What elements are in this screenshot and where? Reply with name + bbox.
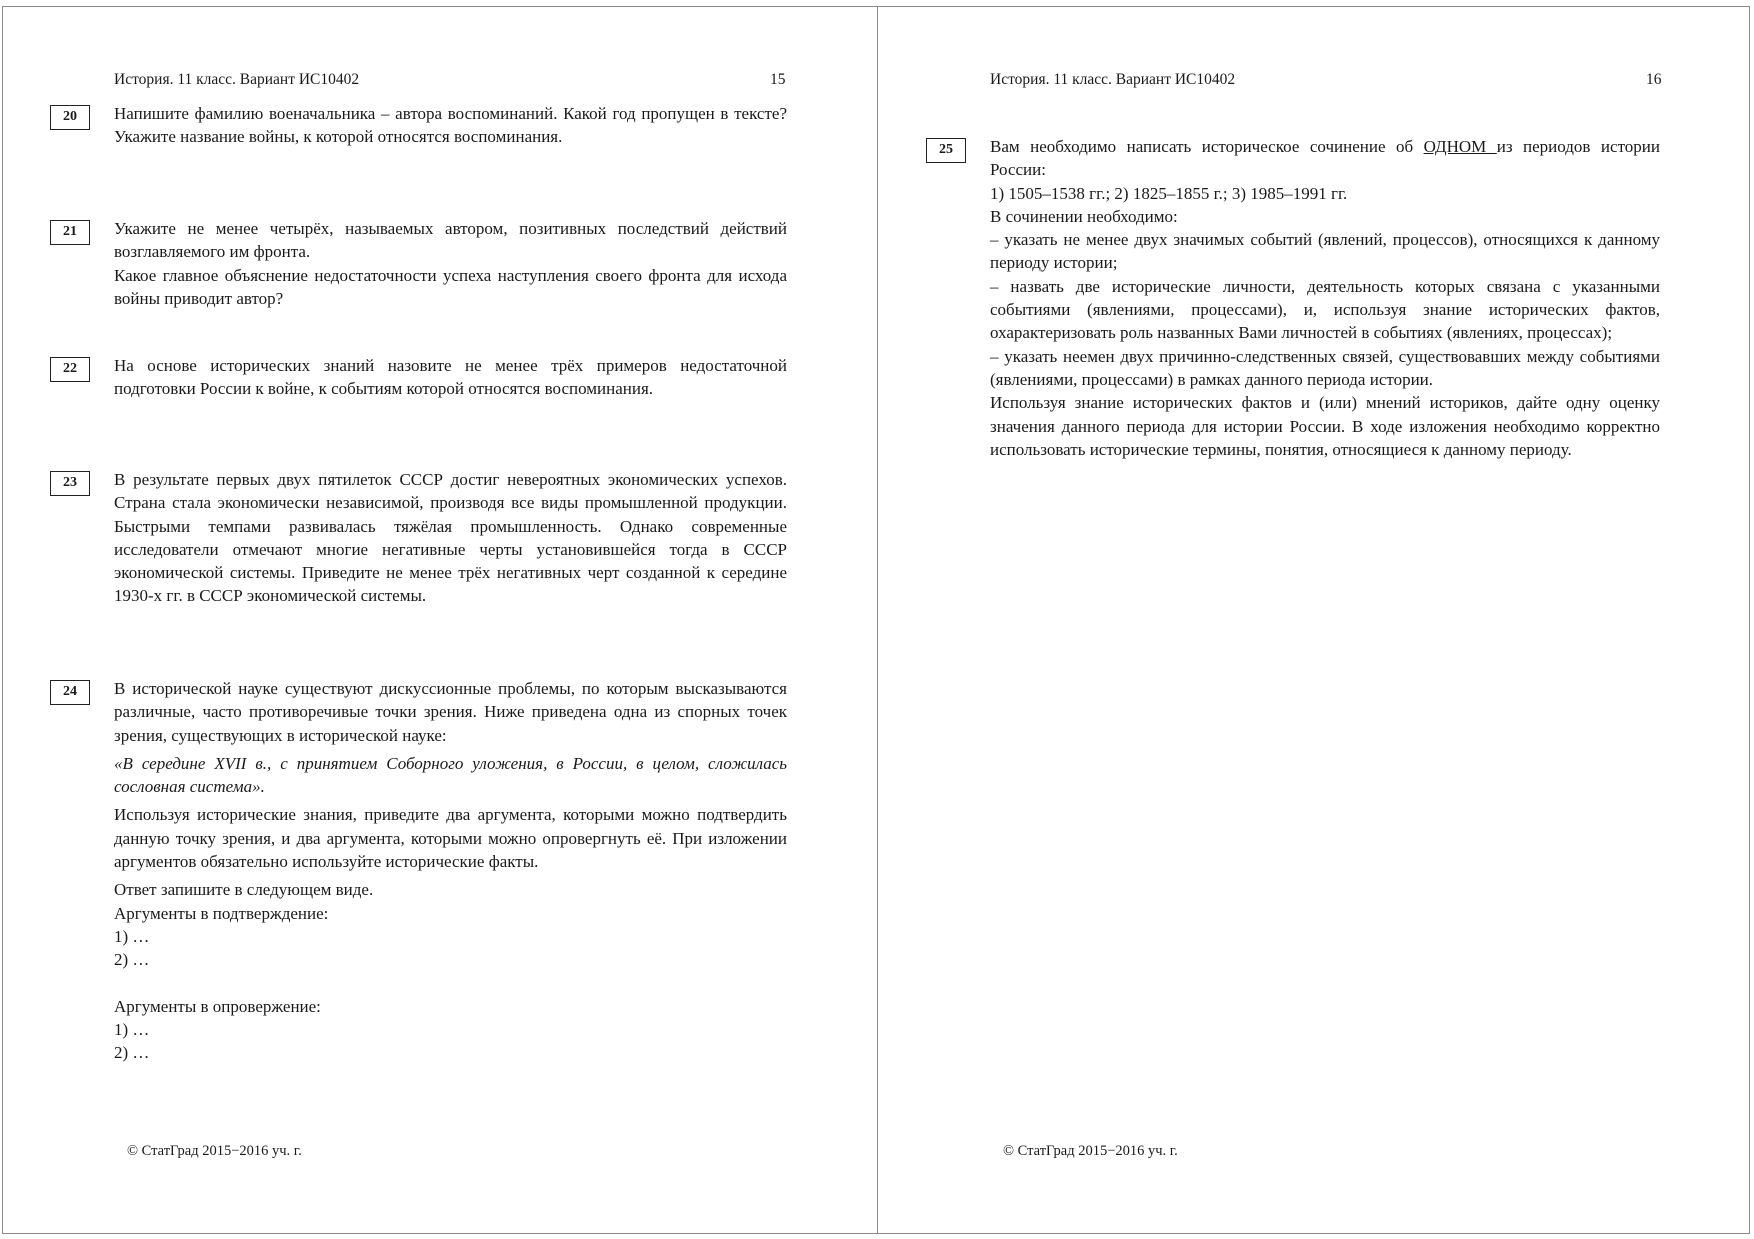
essay-requirement: – указать не менее двух значимых событий (явлений, процессов), относящихся к данному периоду истории; (990, 230, 1660, 273)
question-20-text (114, 102, 787, 149)
question-number-box: 24 (50, 680, 90, 705)
right-page (877, 6, 1750, 1234)
question-number-box: 25 (926, 138, 966, 163)
essay-task-pre: Вам необходимо написать историческое сочинение об (990, 137, 1424, 156)
question-text-line: В результате первых двух пятилеток СССР достиг невероятных экономических успехов. Страна стала экономически независимой, производя все виды промышленной продукции. Быстрыми темпами развивалась тяжёлая промышленность. Однако современные исследователи отмечают многие негативные черты установившейся тогда в СССР экономической системы. Приведите не менее трёх негативных черт созданной к середине 1930-х гг. в СССР экономической системы. (114, 470, 787, 606)
page-footer: © СтатГрад 2015−2016 уч. г. (127, 1143, 302, 1159)
essay-task-post: из периодов истории России: (990, 137, 1660, 180)
page-number: 15 (770, 71, 786, 88)
question-number-box: 22 (50, 357, 90, 382)
question-text-line: Напишите фамилию военачальника – автора воспоминаний. Какой год пропущен в тексте? Укажите название войны, к которой относятся воспоминания. (114, 104, 787, 147)
question-number-box: 21 (50, 220, 90, 245)
question-task: Используя исторические знания, приведите два аргумента, которыми можно подтвердить данную точку зрения, и два аргумента, которыми можно опровергнуть её. При изложении аргументов обязательно используйте исторические факты. (114, 805, 787, 872)
essay-requirement: – указать неемен двух причинно-следственных связей, существовавших между событиями (явлениями, процессами) в рамках данного периода истории. (990, 346, 1660, 389)
page-header: История. 11 класс. Вариант ИС10402 (114, 71, 360, 88)
essay-requirement: – назвать две исторические личности, деятельность которых связана с указанными событиями (явлениями, процессами), и, используя знание исторических фактов, охарактеризовать роль названных Вами личностей в событиях (явлениях, процессах); (990, 276, 1660, 343)
essay-task-line (990, 135, 1660, 182)
essay-periods: 1) 1505–1538 гг.; 2) 1825–1855 г.; 3) 1985–1991 гг. (990, 183, 1348, 203)
question-22-text (114, 354, 787, 401)
essay-closing: Используя знание исторических фактов и (или) мнений историков, дайте одну оценку значения данного периода для истории России. В ходе изложения необходимо корректно использовать исторические термины, понятия, относящиеся к данному периоду. (990, 393, 1660, 459)
essay-requirements-intro: В сочинении необходимо: (990, 206, 1178, 226)
question-number-box: 23 (50, 471, 90, 496)
question-text-line: Укажите не менее четырёх, называемых автором, позитивных последствий действий возглавляемого им фронта. (114, 219, 787, 262)
question-25-text (990, 135, 1660, 461)
page-number: 16 (1646, 71, 1662, 88)
page-footer: © СтатГрад 2015−2016 уч. г. (1003, 1143, 1178, 1159)
answer-format: Ответ запишите в следующем виде. (114, 880, 374, 900)
question-number-box: 20 (50, 105, 90, 130)
refute-item: 1) … (114, 1019, 150, 1039)
question-intro: В исторической науке существуют дискуссионные проблемы, по которым высказываются различные, часто противоречивые точки зрения. Ниже приведена одна из спорных точек зрения, существующих в исторической науке: (114, 679, 787, 745)
essay-task-underlined: ОДНОМ (1423, 137, 1497, 156)
question-text-line: На основе исторических знаний назовите не менее трёх примеров недостаточной подготовки России к войне, к событиям которой относятся воспоминания. (114, 356, 787, 399)
confirm-label: Аргументы в подтверждение: (114, 903, 329, 923)
confirm-item: 1) … (114, 926, 150, 946)
refute-item: 2) … (114, 1043, 150, 1063)
refute-label: Аргументы в опровержение: (114, 996, 321, 1016)
page-header: История. 11 класс. Вариант ИС10402 (990, 71, 1236, 88)
confirm-item: 2) … (114, 950, 150, 970)
question-23-text (114, 468, 787, 608)
left-page (2, 6, 878, 1234)
question-text-line: Какое главное объяснение недостаточности успеха наступления своего фронта для исхода войны приводит автор? (114, 265, 787, 308)
question-quote: «В середине XVII в., с принятием Соборного уложения, в России, в целом, сложилась сословная система». (114, 753, 787, 797)
question-21-text (114, 217, 787, 310)
question-24-text (114, 677, 787, 1064)
